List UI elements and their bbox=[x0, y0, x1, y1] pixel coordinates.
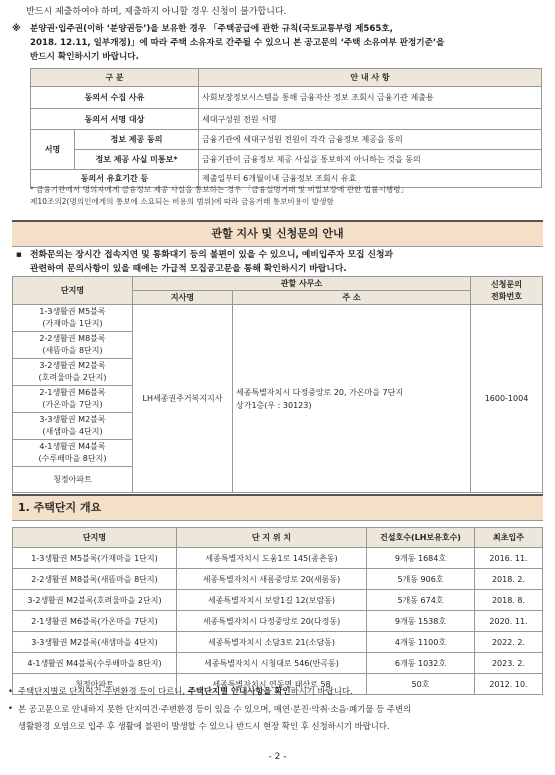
note-line: 2018. 12.11, 일부개정)」에 따라 주택 소유자로 간주될 수 있으니 본 공고문의 ‘주택 소유여부 판정기준’을 bbox=[30, 38, 445, 48]
complex-sub: (새샘마을 4단지) bbox=[42, 427, 103, 436]
overview-table bbox=[12, 527, 543, 695]
note-line: 분양권·입주권(이하 ‘분양권등’)을 보유한 경우 「주택공급에 관한 규칙(국토교통부령 제565호, bbox=[30, 24, 393, 34]
complex-name: 4-1생활권 M4블록 bbox=[39, 442, 106, 451]
complex-name: 3-2생활권 M2블록 bbox=[39, 361, 106, 370]
complex-name: 1-3생활권 M5블록 bbox=[39, 307, 106, 316]
note-line: 생활환경 오염으로 입주 후 생활에 불편이 발생할 수 있으니 반드시 현장 확인 후 신청하시기 바랍니다. bbox=[18, 721, 390, 731]
cell: 3-3생활권 M2블록(새샘마을 4단지) bbox=[13, 632, 177, 653]
cell: 2018. 2. bbox=[475, 569, 543, 590]
complex-sub: (수루배마을 8단지) bbox=[38, 454, 107, 463]
cell: 1-3생활권 M5블록(가재마을 1단지) bbox=[13, 548, 177, 569]
complex-cell: 청정아파트 bbox=[13, 467, 133, 493]
cell: 3-2생활권 M2블록(호려울마을 2단지) bbox=[13, 590, 177, 611]
note-line: 반드시 확인하시기 바랍니다. bbox=[30, 52, 139, 62]
complex-sub: (새뜸마을 8단지) bbox=[42, 346, 103, 355]
cell: 세종특별자치시 연동면 태산로 58 bbox=[177, 674, 367, 695]
complex-cell bbox=[13, 413, 133, 440]
phone-cell: 1600-1004 bbox=[471, 305, 543, 493]
row-group: 서명 bbox=[31, 130, 75, 170]
address-line: 상가1층(우 : 30123) bbox=[236, 400, 312, 410]
table-row bbox=[13, 590, 543, 611]
cell: 2018. 8. bbox=[475, 590, 543, 611]
row-value: 제출일부터 6개월이내 금융정보 조회시 유효 bbox=[199, 170, 542, 188]
address-line: 세종특별자치시 다정중앙로 20, 가온마을 7단지 bbox=[236, 387, 404, 397]
cell: 세종특별자치시 시청대로 546(반곡동) bbox=[177, 653, 367, 674]
row-label: 동의서 수집 사유 bbox=[31, 87, 199, 109]
footnote-line: 제10조의2(명의인에게의 통보에 소요되는 비용의 범위)에 따라 금융거래 통보비용이 발생함 bbox=[30, 197, 334, 206]
notice-line: 전화문의는 장시간 접속지연 및 통화대기 등의 불편이 있을 수 있으니, 예비입주자 모집 신청과 bbox=[30, 250, 394, 260]
footnote-line: * 금융기관에서 명의자에게 금융정보 제공 사실을 통보하는 경우 「금융실명거래 및 비밀보장에 관한 법률시행령」 bbox=[30, 185, 409, 194]
cell: 4개동 1100호 bbox=[367, 632, 475, 653]
col-header: 단지명 bbox=[13, 277, 133, 305]
col-header: 단 지 위 치 bbox=[177, 528, 367, 548]
office-table bbox=[12, 276, 543, 493]
row-label: 정보 제공 사실 미통보* bbox=[75, 150, 199, 170]
complex-cell bbox=[13, 359, 133, 386]
complex-cell bbox=[13, 332, 133, 359]
col-header: 안 내 사 항 bbox=[199, 69, 542, 87]
complex-cell bbox=[13, 305, 133, 332]
overview-section-title: 1. 주택단지 개요 bbox=[12, 494, 543, 521]
table-row bbox=[13, 653, 543, 674]
cell: 세종특별자치시 보람1길 12(보람동) bbox=[177, 590, 367, 611]
cell: 2016. 11. bbox=[475, 548, 543, 569]
cell: 5개동 674호 bbox=[367, 590, 475, 611]
cell: 세종특별자치시 도움1로 145(종촌동) bbox=[177, 548, 367, 569]
bottom-bullet: • bbox=[8, 703, 13, 713]
cell: 세종특별자치시 다정중앙로 20(다정동) bbox=[177, 611, 367, 632]
cell: 2020. 11. bbox=[475, 611, 543, 632]
col-header: 단지명 bbox=[13, 528, 177, 548]
cell: 9개동 1538호 bbox=[367, 611, 475, 632]
table-row bbox=[13, 569, 543, 590]
row-value: 금융기관에 세대구성원 전원이 각각 금융정보 제공을 동의 bbox=[199, 130, 542, 150]
complex-sub: (가온마을 7단지) bbox=[42, 400, 103, 409]
complex-sub: (호려울마을 2단지) bbox=[38, 373, 107, 382]
complex-cell bbox=[13, 440, 133, 467]
address-cell bbox=[233, 305, 471, 493]
complex-name: 2-1생활권 M6블록 bbox=[39, 388, 106, 397]
cell: 5개동 906호 bbox=[367, 569, 475, 590]
row-label: 동의서 유효기간 등 bbox=[31, 170, 199, 188]
table-row bbox=[13, 611, 543, 632]
bottom-bullet: • bbox=[8, 686, 13, 696]
note-text: 주택단지별로 단지여건·주변환경 등이 다르니, bbox=[18, 686, 188, 696]
top-text: 반드시 제출하여야 하며, 제출하지 아니할 경우 신청이 불가합니다. bbox=[26, 7, 287, 17]
bottom-note-1 bbox=[18, 684, 353, 698]
cell: 9개동 1684호 bbox=[367, 548, 475, 569]
row-label: 정보 제공 동의 bbox=[75, 130, 199, 150]
cell: 2012. 10. bbox=[475, 674, 543, 695]
cell: 2023. 2. bbox=[475, 653, 543, 674]
complex-sub: (가재마을 1단지) bbox=[42, 319, 103, 328]
table-row bbox=[13, 548, 543, 569]
cell: 4-1생활권 M4블록(수루배마을 8단지) bbox=[13, 653, 177, 674]
page-number: - 2 - bbox=[268, 752, 287, 762]
col-header: 구 분 bbox=[31, 69, 199, 87]
cell: 세종특별자치시 소담3로 21(소담동) bbox=[177, 632, 367, 653]
row-value: 사회보장정보시스템을 통해 금융자산 정보 조회시 금융기관 제출용 bbox=[199, 87, 542, 109]
bottom-note-2 bbox=[18, 701, 411, 735]
col-header: 관할 사무소 bbox=[133, 277, 471, 291]
note-line: 본 공고문으로 안내하지 못한 단지여건·주변환경 등이 있을 수 있으며, 매연·분진·악취·소음·폐기물 등 주변의 bbox=[18, 704, 412, 714]
row-value: 금융기관이 금융정보 제공 사실을 통보하지 아니하는 것을 동의 bbox=[199, 150, 542, 170]
footnote bbox=[30, 184, 408, 208]
office-section-title: 관할 지사 및 신청문의 안내 bbox=[12, 220, 543, 247]
table-row bbox=[13, 632, 543, 653]
col-header: 주 소 bbox=[233, 291, 471, 305]
col-header: 신청문의 전화번호 bbox=[471, 277, 543, 305]
cell: 2-1생활권 M6블록(가온마을 7단지) bbox=[13, 611, 177, 632]
cell: 50호 bbox=[367, 674, 475, 695]
office-notice bbox=[30, 248, 393, 276]
note-text: 하시기 바랍니다. bbox=[290, 686, 353, 696]
office-notice-bullet: ▪ bbox=[16, 250, 22, 260]
cell: 2-2생활권 M8블록(새뜸마을 8단지) bbox=[13, 569, 177, 590]
col-header: 최초입주 bbox=[475, 528, 543, 548]
branch-cell: LH세종권주거복지지사 bbox=[133, 305, 233, 493]
cell: 청정아파트 bbox=[13, 674, 177, 695]
col-header: 지사명 bbox=[133, 291, 233, 305]
complex-name: 2-2생활권 M8블록 bbox=[39, 334, 106, 343]
complex-cell bbox=[13, 386, 133, 413]
cell: 6개동 1032호 bbox=[367, 653, 475, 674]
row-value: 세대구성원 전원 서명 bbox=[199, 109, 542, 130]
consent-table bbox=[30, 68, 542, 188]
note-mark: ※ bbox=[12, 24, 21, 34]
note-emphasis: 주택단지별 안내사항을 확인 bbox=[187, 686, 291, 696]
note-block bbox=[30, 22, 444, 64]
complex-name: 3-3생활권 M2블록 bbox=[39, 415, 106, 424]
col-header: 건설호수(LH보유호수) bbox=[367, 528, 475, 548]
cell: 2022. 2. bbox=[475, 632, 543, 653]
notice-line: 관련하여 문의사항이 있을 때에는 가급적 모집공고문을 통해 확인하시기 바랍니다. bbox=[30, 264, 347, 274]
cell: 세종특별자치시 새롬중앙로 20(새롬동) bbox=[177, 569, 367, 590]
row-label: 동의서 서명 대상 bbox=[31, 109, 199, 130]
